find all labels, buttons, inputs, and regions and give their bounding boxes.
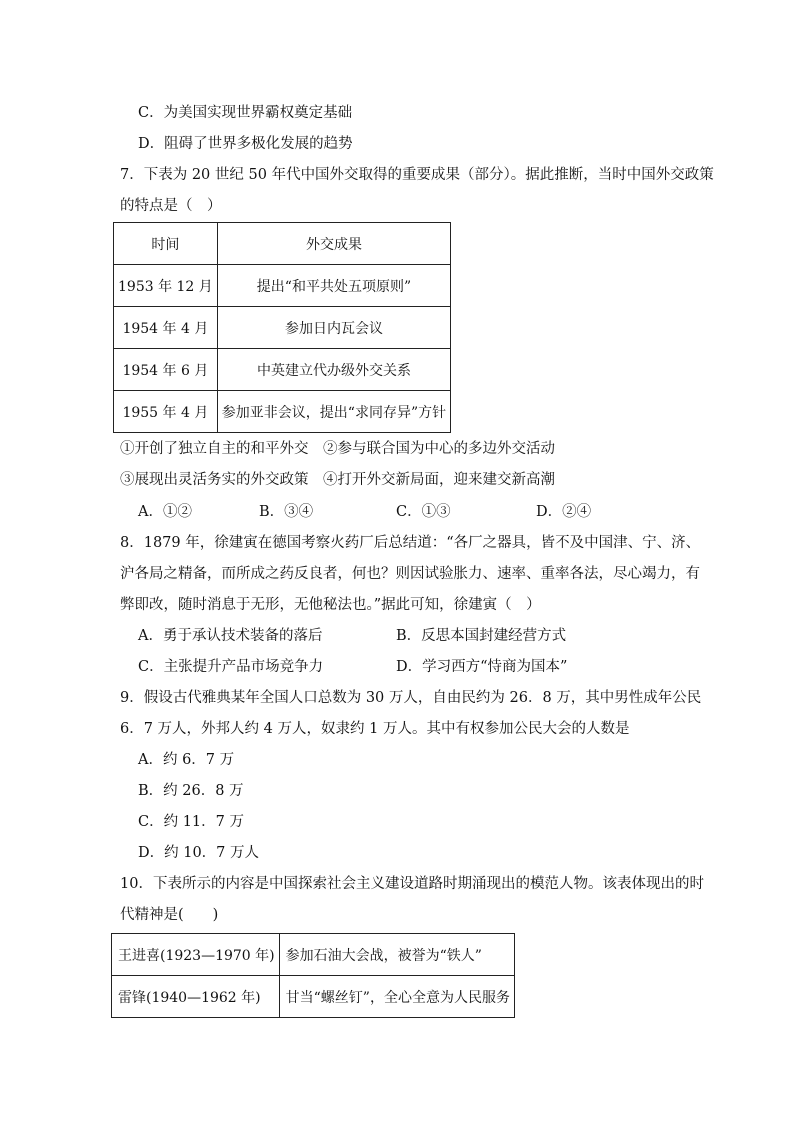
- q10-stem-line2: 代精神是( ): [120, 907, 219, 923]
- table-cell: 中英建立代办级外交关系: [217, 349, 450, 391]
- table-cell: 提出“和平共处五项原则”: [217, 265, 450, 307]
- table-row: [114, 223, 451, 265]
- table-cell: 1954 年 6 月: [114, 349, 218, 391]
- q8-stem-line2: 沪各局之精备，而所成之药反良者，何也？则因试验胀力、速率、重率各法，尽心竭力，有: [120, 566, 700, 582]
- table-row: [114, 307, 451, 349]
- table-cell: 1953 年 12 月: [114, 265, 218, 307]
- table-cell: 1955 年 4 月: [114, 391, 218, 433]
- q8-option-c: C．主张提升产品市场竞争力: [138, 659, 324, 675]
- table-row: [112, 934, 515, 976]
- q7-table: [113, 222, 451, 433]
- q8-option-b: B．反思本国封建经营方式: [396, 628, 567, 644]
- table-row: [114, 349, 451, 391]
- table-row: [114, 391, 451, 433]
- table-cell: 王进喜(1923—1970 年): [112, 934, 280, 976]
- q7-option-c: C．①③: [396, 504, 451, 520]
- table-cell: 甘当“螺丝钉”，全心全意为人民服务: [279, 976, 514, 1018]
- table-row: [114, 265, 451, 307]
- q8-stem-line3: 弊即改，随时消息于无形，无他秘法也。”据此可知，徐建寅（ ）: [120, 597, 541, 613]
- q7-stem-line2: 的特点是（ ）: [120, 198, 222, 214]
- table-cell: 雷锋(1940—1962 年): [112, 976, 280, 1018]
- q6-option-c: C．为美国实现世界霸权奠定基础: [138, 105, 353, 121]
- q10-table: [111, 933, 515, 1018]
- q8-option-d: D．学习西方“恃商为国本”: [396, 659, 568, 675]
- table-header-time: 时间: [114, 223, 218, 265]
- q8-option-a: A．勇于承认技术装备的落后: [138, 628, 323, 644]
- q7-option-d: D．②④: [536, 504, 592, 520]
- q9-option-b: B．约 26．8 万: [138, 783, 244, 799]
- q7-option-b: B．③④: [259, 504, 314, 520]
- table-cell: 参加亚非会议，提出“求同存异”方针: [217, 391, 450, 433]
- q10-stem-line1: 10．下表所示的内容是中国探索社会主义建设道路时期涌现出的模范人物。该表体现出的时: [120, 876, 704, 892]
- q7-stem-line1: 7．下表为 20 世纪 50 年代中国外交取得的重要成果（部分）。据此推断，当时中国外交政策: [120, 167, 714, 183]
- q9-stem-line2: 6．7 万人，外邦人约 4 万人，奴隶约 1 万人。其中有权参加公民大会的人数是: [120, 721, 630, 737]
- q7-statements-1-2: ①开创了独立自主的和平外交 ②参与联合国为中心的多边外交活动: [120, 441, 555, 457]
- table-cell: 参加日内瓦会议: [217, 307, 450, 349]
- q9-option-c: C．约 11．7 万: [138, 814, 244, 830]
- q7-option-a: A．①②: [138, 504, 192, 520]
- q9-option-d: D．约 10．7 万人: [138, 845, 260, 861]
- table-cell: 1954 年 4 月: [114, 307, 218, 349]
- table-row: [112, 976, 515, 1018]
- q8-stem-line1: 8．1879 年，徐建寅在德国考察火药厂后总结道：“各厂之器具，皆不及中国津、宁、济、: [120, 535, 701, 551]
- q6-option-d: D．阻碍了世界多极化发展的趋势: [138, 136, 353, 152]
- q7-statements-3-4: ③展现出灵活务实的外交政策 ④打开外交新局面，迎来建交新高潮: [120, 472, 555, 488]
- q9-option-a: A．约 6．7 万: [138, 752, 235, 768]
- q9-stem-line1: 9．假设古代雅典某年全国人口总数为 30 万人，自由民约为 26．8 万，其中男性成年公民: [120, 690, 702, 706]
- table-cell: 参加石油大会战，被誉为“铁人”: [279, 934, 514, 976]
- table-header-achievement: 外交成果: [217, 223, 450, 265]
